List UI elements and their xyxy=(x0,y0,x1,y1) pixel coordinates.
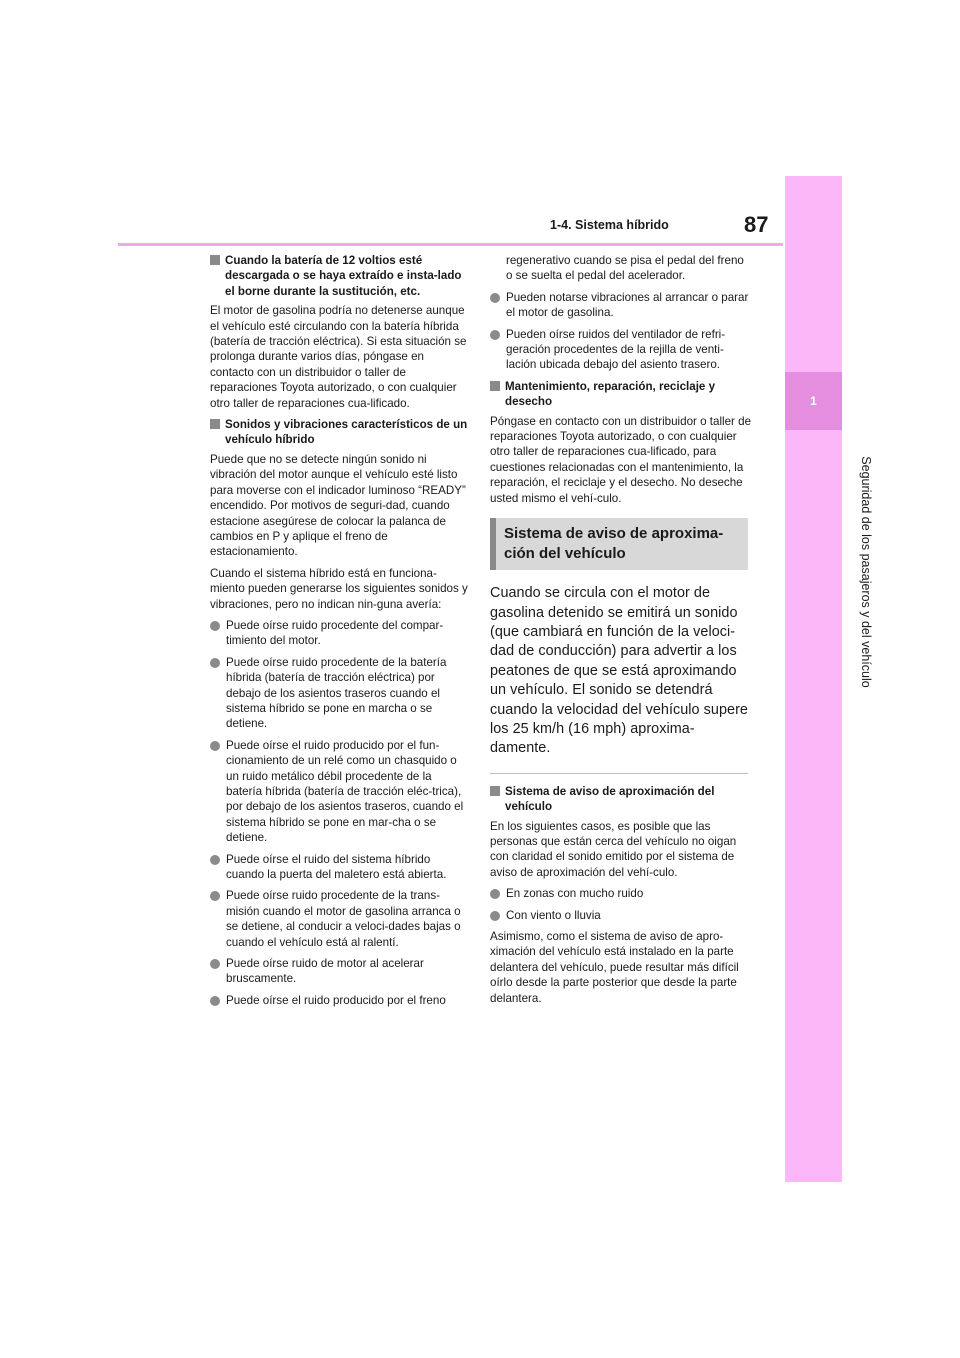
paragraph: Puede que no se detecte ningún sonido ni vibración del motor aunque el vehículo esté listo para moverse con el indicador luminoso “READY” encendido. Por motivos de seguri-dad, cuando estacione asegúrese de colocar la palanca de cambios en P y aplique el freno de estacionamiento. xyxy=(210,452,466,559)
list-item-text: En zonas con mucho ruido xyxy=(506,887,644,901)
circle-bullet-icon xyxy=(490,293,500,303)
circle-bullet-icon xyxy=(210,891,220,901)
heading-approach-system xyxy=(490,784,752,815)
divider xyxy=(490,773,748,774)
callout-bar xyxy=(490,518,496,570)
circle-bullet-icon xyxy=(210,959,220,969)
paragraph-continuation: regenerativo cuando se pisa el pedal del freno o se suelta el pedal del acelerador. xyxy=(506,254,744,283)
list-item-text: Puede oírse el ruido producido por el fun-cionamiento de un relé como un chasquido o un ruido metálico débil procedente de la batería híbrida (batería de tracción eléc-trica), por debajo de los asientos traseros, cuando el sistema híbrido se pone en mar-cha o se detiene. xyxy=(226,738,464,845)
paragraph: Asimismo, como el sistema de aviso de apro-ximación del vehículo está instalado en la parte delantera del vehículo, puede resultar más difícil oírlo desde la parte posterior que desde la parte delantera. xyxy=(490,930,739,1005)
list-item-text: Puede oírse ruido procedente del compar-timiento del motor. xyxy=(226,618,444,648)
circle-bullet-icon xyxy=(210,658,220,668)
heading-maintenance xyxy=(490,379,752,410)
circle-bullet-icon xyxy=(210,996,220,1006)
circle-bullet-icon xyxy=(210,741,220,751)
circle-bullet-icon xyxy=(490,330,500,340)
heading-maintenance-text: Mantenimiento, reparación, reciclaje y desecho xyxy=(505,379,716,409)
section-callout xyxy=(490,518,748,570)
heading-sounds-text: Sonidos y vibraciones característicos de un vehículo híbrido xyxy=(225,418,468,447)
paragraph: El motor de gasolina podría no detenerse aunque el vehículo esté circulando con la batería híbrida (batería de tracción eléctrica). Si esta situación se prolonga durante varios días, póngase en contacto con un distribuidor o taller de reparaciones Toyota autorizado, o con cualquier otro taller de reparaciones cua-lificado. xyxy=(210,304,467,410)
circle-bullet-icon xyxy=(210,855,220,865)
chapter-number-tab xyxy=(785,372,842,430)
list-item xyxy=(210,956,468,987)
chapter-number: 1 xyxy=(810,394,817,408)
list-item-text: Pueden oírse ruidos del ventilador de refri-geración procedentes de la rejilla de venti-lación ubicada debajo del asiento trasero. xyxy=(506,327,726,372)
right-column xyxy=(490,253,752,1012)
chapter-label-text: Seguridad de los pasajeros y del vehículo xyxy=(859,456,873,688)
list-item xyxy=(490,886,752,901)
list-item xyxy=(210,993,468,1008)
list-item xyxy=(210,655,468,732)
list-item-text: Puede oírse ruido procedente de la batería híbrida (batería de tracción eléctrica) por debajo de los asientos traseros cuando el sistema híbrido se pone en marcha o se detiene. xyxy=(226,655,447,731)
paragraph: Póngase en contacto con un distribuidor o taller de reparaciones Toyota autorizado, o con cualquier otro taller de reparaciones cua-lificado, para cuestiones relacionadas con el mantenimiento, la reparación, el reciclaje y el desecho. No deseche usted mismo el vehí-culo. xyxy=(490,414,752,505)
list-item-text: Puede oírse el ruido del sistema híbrido cuando la puerta del maletero está abierta. xyxy=(226,852,447,882)
paragraph: Cuando el sistema híbrido está en funciona-miento pueden generarse los siguientes sonidos y vibraciones, pero no indican nin-guna avería: xyxy=(210,566,468,611)
circle-bullet-icon xyxy=(490,911,500,921)
list-item-text: Puede oírse ruido procedente de la trans-misión cuando el motor de gasolina arranca o se detiene, al conducir a veloci-dades bajas o cuando el vehículo está al ralentí. xyxy=(226,889,461,949)
side-tab xyxy=(785,176,842,1182)
heading-approach-system-text: Sistema de aviso de aproximación del vehículo xyxy=(505,784,715,814)
list-item xyxy=(210,888,468,950)
list-item xyxy=(490,327,752,373)
heading-battery xyxy=(210,253,468,299)
heading-sounds xyxy=(210,417,468,448)
list-item xyxy=(490,290,752,321)
heading-battery-text: Cuando la batería de 12 voltios esté descargada o se haya extraído e insta-lado el borne durante la sustitución, etc. xyxy=(225,254,462,298)
list-item-text: Puede oírse ruido de motor al acelerar bruscamente. xyxy=(226,957,424,986)
square-bullet-icon xyxy=(210,419,220,429)
left-column xyxy=(210,253,468,1014)
section-title: 1-4. Sistema híbrido xyxy=(550,218,669,232)
lead-paragraph: Cuando se circula con el motor de gasolina detenido se emitirá un sonido (que cambiará en función de la veloci-dad de conducción) para advertir a los peatones de que se está aproximando un vehículo. El sonido se detendrá cuando la velocidad del vehículo supere los 25 km/h (16 mph) aproxima-damente. xyxy=(490,585,748,757)
square-bullet-icon xyxy=(490,786,500,796)
callout-title-line2: ción del vehículo xyxy=(504,545,626,563)
callout-title-line1: Sistema de aviso de aproxima- xyxy=(504,525,724,543)
list-item xyxy=(210,852,468,883)
list-item-text: Pueden notarse vibraciones al arrancar o parar el motor de gasolina. xyxy=(506,290,749,320)
circle-bullet-icon xyxy=(210,621,220,631)
list-item xyxy=(210,738,468,846)
page-number: 87 xyxy=(744,212,769,237)
square-bullet-icon xyxy=(490,381,500,391)
list-item-text: Con viento o lluvia xyxy=(506,908,601,922)
paragraph: En los siguientes casos, es posible que las personas que están cerca del vehículo no oigan con claridad el sonido emitido por el sistema de aviso de aproximación del vehí-culo. xyxy=(490,819,737,879)
square-bullet-icon xyxy=(210,255,220,265)
circle-bullet-icon xyxy=(490,889,500,899)
chapter-label xyxy=(857,452,875,692)
list-item-text: Puede oírse el ruido producido por el freno xyxy=(226,993,446,1007)
list-item xyxy=(490,908,752,923)
header-rule xyxy=(118,243,783,246)
list-item xyxy=(210,618,468,649)
